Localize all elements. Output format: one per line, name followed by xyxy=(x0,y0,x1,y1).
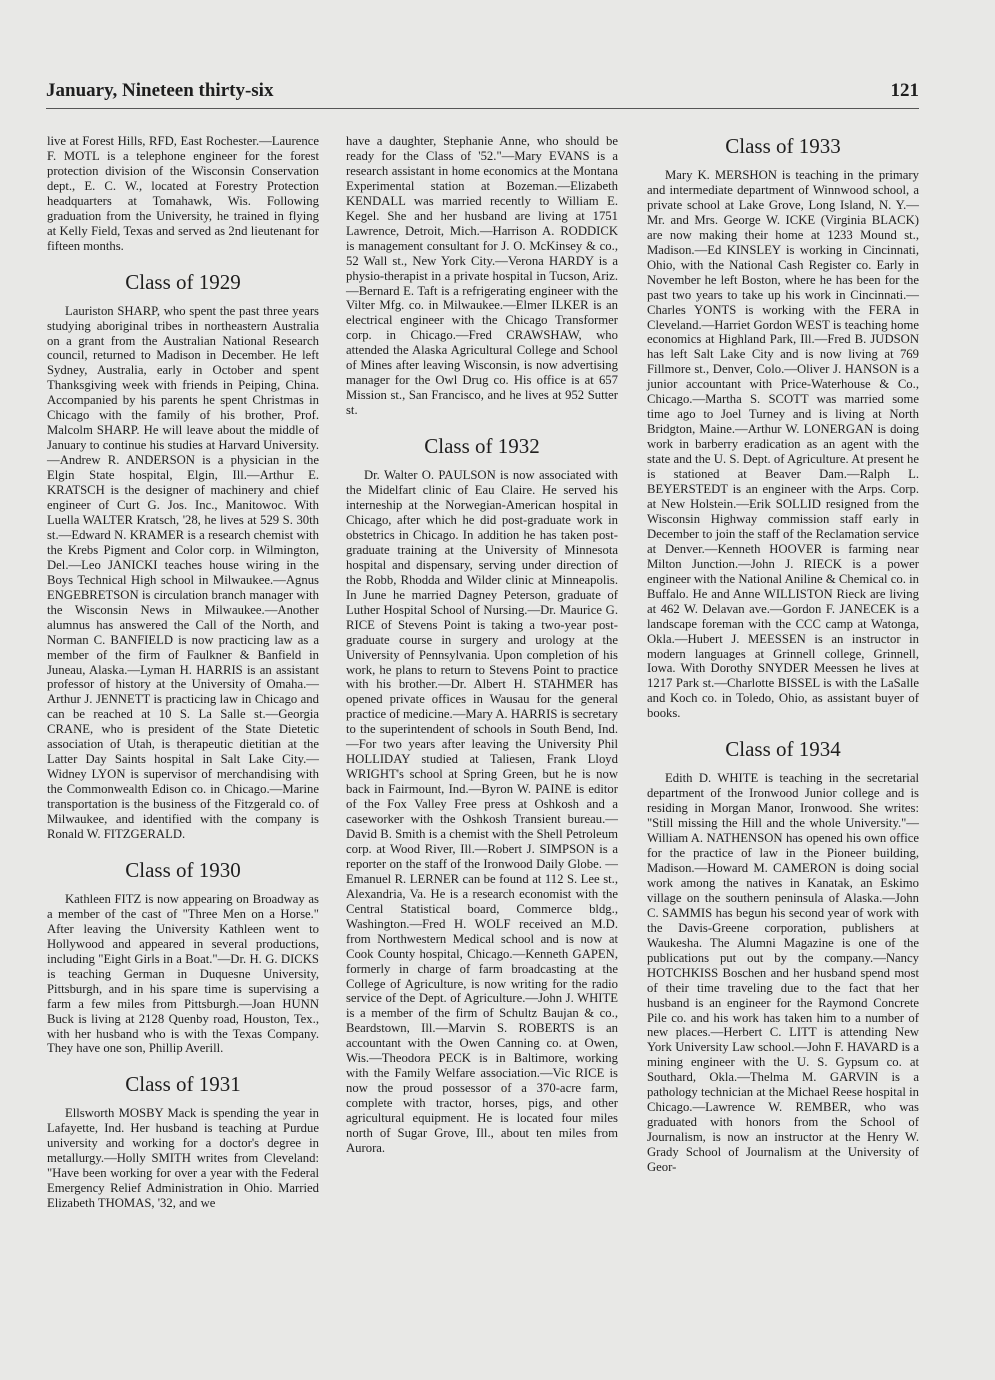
class-1929-text: Lauriston SHARP, who spent the past three years studying aboriginal tribes in northeastern Australia on a grant from the Australian National Research council, returned to Madison in December. He left Sydney, Australia, early in October and spent Thanksgiving week with friends in Peiping, China. Accompanied by his parents he spent Christmas in Chicago with the family of his brother, Prof. Malcolm SHARP. He will leave about the middle of January to continue his studies at Harvard University.—Andrew R. ANDERSON is a physician in the Elgin State hospital, Elgin, Ill.—Arthur E. KRATSCH is the designer of machinery and chief engineer of Curt G. Jos. Inc., Manitowoc. With Luella WALTER Kratsch, '28, he lives at 529 S. 30th st.—Edward N. KRAMER is a research chemist with the Krebs Pigment and Color corp. in Wilmington, Del.—Leo JANICKI teaches house wiring in the Boys Technical High school in Milwaukee.—Agnus ENGEBRETSON is circulation branch manager with the Wisconsin News in Milwaukee.—Another alumnus has answered the Call of the North, and Norman C. BANFIELD is now practicing law as a member of the firm of Faulkner & Banfield in Juneau, Alaska.—Lyman H. HARRIS is an assistant professor of history at the University of Omaha.—Arthur J. JENNETT is practicing law in Chicago and can be reached at 10 S. La Salle st.—Georgia CRANE, who is president of the State Dietetic association of Utah, is therapeutic dietitian at the Latter Day Saints hospital in Salt Lake City.—Widney LYON is supervisor of merchandising with the Commonwealth Edison co. in Chicago.—Marine transportation is the business of the Fitzgerald co. of Milwaukee, and identified with the company is Ronald W. FITZGERALD. xyxy=(47,303,319,841)
class-1934-heading: Class of 1934 xyxy=(725,737,841,762)
class-1931-text: Ellsworth MOSBY Mack is spending the year in Lafayette, Ind. Her husband is teaching at Purdue university and working for a doctor's degree in metallurgy.—Holly SMITH writes from Cleveland: "Have been working for over a year with the Federal Emergency Relief Administration in Ohio. Married Elizabeth THOMAS, '32, and we xyxy=(47,1106,319,1211)
page-header xyxy=(46,80,919,109)
issue-date: January, Nineteen thirty-six xyxy=(46,80,274,101)
class-1930-heading: Class of 1930 xyxy=(125,857,241,882)
continued-paragraph: have a daughter, Stephanie Anne, who should be ready for the Class of '52."—Mary EVANS is a research assistant in home economics at the Montana Experimental station at Bozeman.—Elizabeth KENDALL was married recently to William E. Kegel. She and her husband are living at 1751 Lawrence, Detroit, Mich.—Harrison A. RODDICK is management consultant for J. O. McKinsey & co., 52 Wall st., New York City.—Verona HARDY is a physio-therapist in a private hospital in Tucson, Ariz.—Bernard E. Taft is a refrigerating engineer with the Vilter Mfg. co. in Milwaukee.—Elmer ILKER is an electrical engineer with the Chicago Transformer corp. in Chicago.—Fred CRAWSHAW, who attended the Alaska Agricultural College and School of Mines after leaving Wisconsin, is now advertising manager for the Owl Drug co. His office is at 657 Mission st., San Francisco, and he lives at 952 Sutter st. xyxy=(346,134,618,418)
class-1931-heading: Class of 1931 xyxy=(125,1072,241,1097)
page-number: 121 xyxy=(890,80,919,101)
class-1933-text: Mary K. MERSHON is teaching in the primary and intermediate department of Winnwood school, a private school at Lake Grove, Long Island, N. Y.—Mr. and Mrs. George W. ICKE (Virginia BLACK) are now making their home at 1233 Mound st., Madison.—Ed KINSLEY is working in Cincinnati, Ohio, with the National Cash Register co. Early in November he left Boston, where he has been for the past two years to take up his work in Cincinnati.—Charles YONTS is working with the FERA in Cleveland.—Harriet Gordon WEST is teaching home economics at Highland Park, Ill.—Fred B. JUDSON has left Salt Lake City and is now living at 769 Fillmore st., Denver, Colo.—Oliver J. HANSON is a junior accountant with Price-Waterhouse & Co., Chicago.—Martha S. SCOTT was married some time ago to Joel Turney and is living at North Bridgton, Maine.—Arthur W. LONERGAN is doing work in barberry eradication as an agent with the state and the U. S. Dept. of Agriculture. At present he is stationed at Beaver Dam.—Ralph L. BEYERSTEDT is an engineer with the Arps. Corp. at New Holstein.—Erik SOLLID resigned from the Wisconsin Highway commission staff early in December to join the staff of the Reclamation service at Denver.—Kenneth HOOVER is farming near Milton Junction.—John J. RIECK is a power engineer with the National Aniline & Chemical co. in Buffalo. He and Anne WILLISTON Rieck are living at 462 W. Delavan ave.—Gordon F. JANECEK is a landscape foreman with the CCC camp at Watonga, Okla.—Hubert J. MEESSEN is an instructor in modern languages at Grinnell college, Grinnell, Iowa. With Dorothy SNYDER Meessen he lives at 1217 Park st.—Charlotte BISSEL is with the LaSalle and Koch co. in Toledo, Ohio, as assistant buyer of books. xyxy=(647,168,919,721)
class-1932-heading: Class of 1932 xyxy=(424,434,540,459)
class-1932-text: Dr. Walter O. PAULSON is now associated with the Midelfart clinic of Eau Claire. He served his interneship at the Norwegian-American hospital in Chicago, after which he did post-graduate work in obstetrics in Chicago. In addition he has taken post-graduate training at the University of Minnesota hospital and dispensary, serving under direction of the Robb, Rhodda and Wilder clinic at Minneapolis. In June he married Dagney Peterson, graduate of Luther Hospital School of Nursing.—Dr. Maurice G. RICE of Stevens Point is taking a two-year post-graduate course in surgery and urology at the University of Pennsylvania. Upon completion of his work, he plans to return to Stevens Point to practice with his brother.—Dr. Albert H. STAHMER has opened private offices in Wausau for the general practice of medicine.—Mary A. HARRIS is secretary to the superintendent of schools in South Bend, Ind.—For two years after leaving the University Phil HOLLIDAY studied at Taliesen, Frank Lloyd WRIGHT's school at Spring Green, but he is now back in Fairmount, Ind.—Byron W. PAINE is editor of the Fox Valley Free press at Oshkosh and a caseworker with the Oshkosh Transient bureau.—David B. Smith is a chemist with the Shell Petroleum corp. at Wood River, Ill.—Robert J. SIMPSON is a reporter on the staff of the Ironwood Daily Globe. — Emanuel R. LERNER can be found at 112 S. Lee st., Alexandria, Va. He is a research economist with the Central Statistical board, Commerce bldg., Washington.—Fred H. WOLF received an M.D. from Northwestern Medical school and is now at Cook County hospital, Chicago.—Kenneth GAPEN, formerly in charge of farm broadcasting at the College of Agriculture, is now writing for the radio service of the Dept. of Agriculture.—John J. WHITE is a member of the firm of Schultz Baujan & co., Beardstown, Ill.—Marvin S. ROBERTS is an accountant with the Owen Canning co. at Owen, Wis.—Theodora PECK is in Baltimore, working with the Family Welfare association.—Vic RICE is now the proud possessor of a 370-acre farm, complete with tractor, horses, pigs, and other agricultural equipment. He is located four miles north of Sugar Grove, Ill., about ten miles from Aurora. xyxy=(346,468,618,1155)
column-3 xyxy=(647,134,919,1175)
class-1929-heading: Class of 1929 xyxy=(125,269,241,294)
class-1933-heading: Class of 1933 xyxy=(725,134,841,158)
column-1 xyxy=(47,134,319,1211)
continued-paragraph: live at Forest Hills, RFD, East Rochester.—Laurence F. MOTL is a telephone engineer for the forest protection division of the Wisconsin Conservation dept., E. C. W., located at Forestry Protection headquarters at Tomahawk, Wis. Following graduation from the University, he trained in flying at Kelly Field, Texas and served as 2nd lieutenant for fifteen months. xyxy=(47,134,319,253)
class-1930-text: Kathleen FITZ is now appearing on Broadway as a member of the cast of "Three Men on a Horse." After leaving the University Kathleen went to Hollywood and appeared in several productions, including "Eight Girls in a Boat."—Dr. H. G. DICKS is teaching German in Duquesne University, Pittsburgh, and in his spare time is supervising a farm a few miles from Pittsburgh.—Joan HUNN Buck is living at 2128 Quenby road, Houston, Tex., with her husband who is with the Texas Company. They have one son, Phillip Averill. xyxy=(47,891,319,1056)
column-2 xyxy=(346,134,618,1156)
class-1934-text: Edith D. WHITE is teaching in the secretarial department of the Ironwood Junior college and is residing in Morgan Manor, Ironwood. She writes: "Still missing the Hill and the whole University."—William A. NATHENSON has opened his own office for the practice of law in the Pioneer building, Madison.—Howard M. CAMERON is doing social work among the natives in Kanatak, an Eskimo village on the southern peninsula of Alaska.—John C. SAMMIS has begun his second year of work with the Davis-Greene corporation, publishers at Waukesha. The Alumni Magazine is one of the publications put out by the company.—Nancy HOTCHKISS Boschen and her husband spend most of their time traveling due to the fact that her husband is an engineer for the Raymond Concrete Pile co. and his work has taken him to a number of new places.—Herbert C. LITT is attending New York University Law school.—John F. HAVARD is a mining engineer with the U. S. Gypsum co. at Southard, Okla.—Thelma M. GARVIN is a pathology technician at the Michael Reese hospital in Chicago.—Lawrence W. REMBER, who was graduated with honors from the School of Journalism, is now an instructor at the Henry W. Grady School of Journalism at the University of Geor- xyxy=(647,771,919,1175)
